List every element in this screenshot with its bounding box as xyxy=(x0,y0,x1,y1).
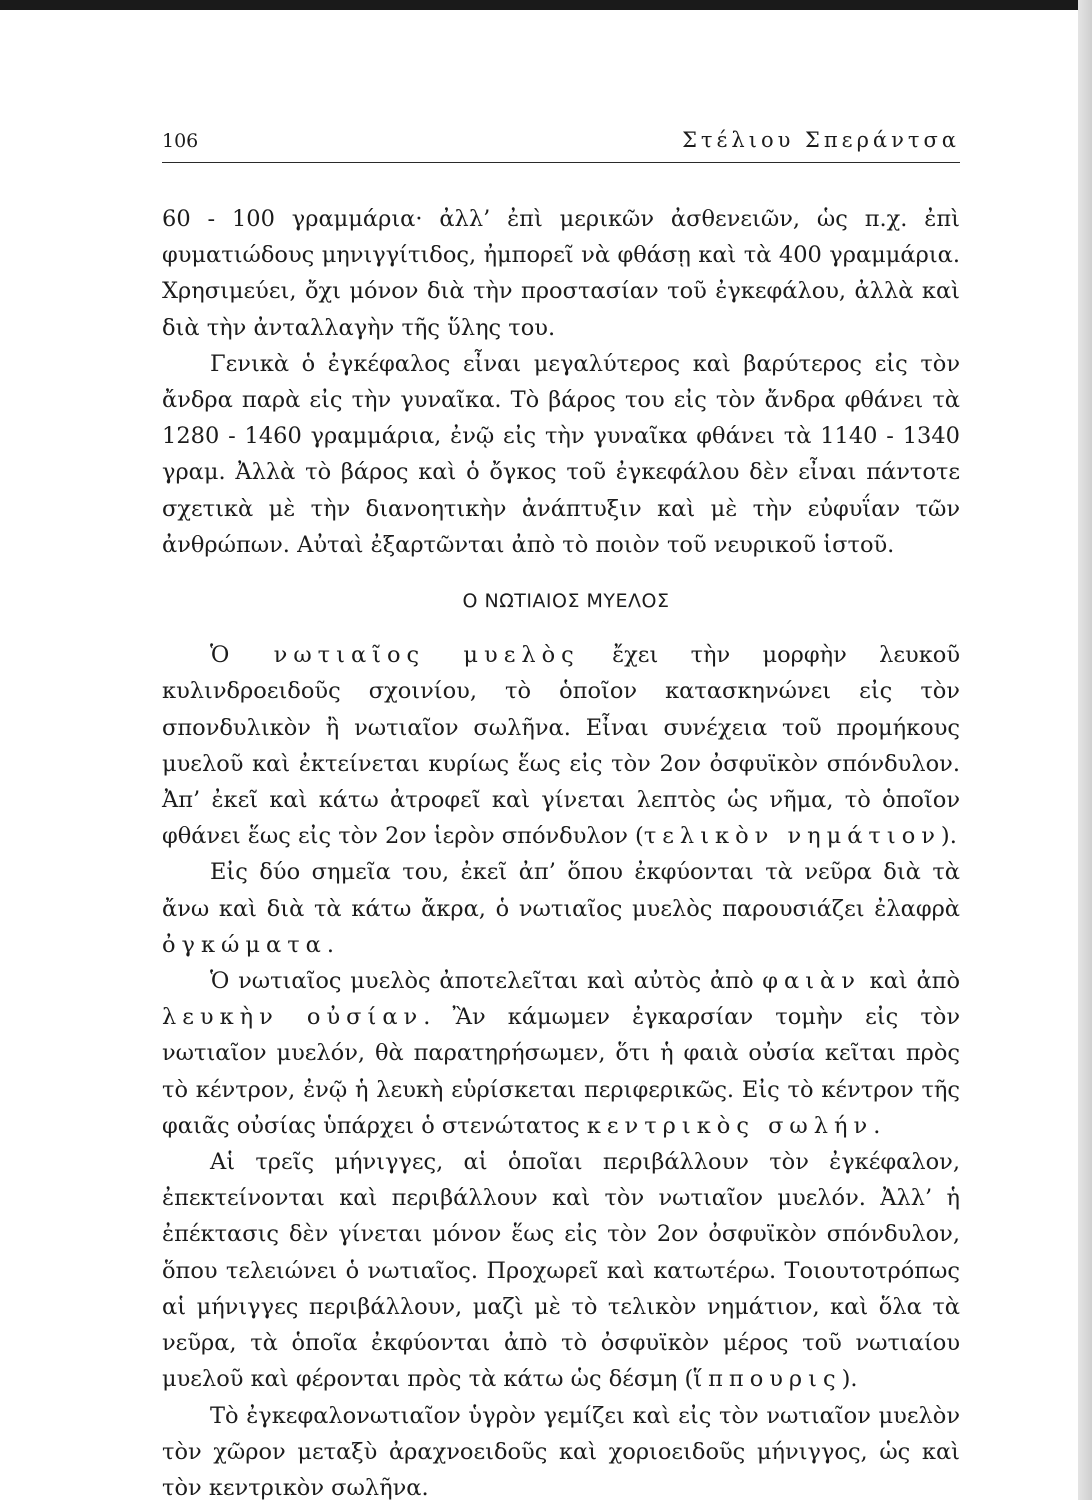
page-number: 106 xyxy=(162,130,198,152)
paragraph-text: ). xyxy=(941,823,957,849)
paragraph-6 xyxy=(162,1144,960,1397)
spaced-term: Ὁ νωτιαῖος μυελὸς xyxy=(210,642,580,668)
book-page xyxy=(162,128,960,1506)
section-title: Ο ΝΩΤΙΑΙΟΣ ΜΥΕΛΟΣ xyxy=(162,583,960,619)
paragraph-text: . Ἂν κάμωμεν ἐγκαρσίαν τομὴν εἰς τὸν νωτιαῖον μυελόν, θὰ παρατηρήσωμεν, ὅτι ἡ φαιὰ οὐσία κεῖται πρὸς τὸ κέντρον, ἐνῷ ἡ λευκὴ εὑρίσκεται περιφερικῶς. Εἰς τὸ κέντρον τῆς φαιᾶς οὐσίας ὑπάρχει ὁ στενώτατος xyxy=(162,1004,960,1139)
paragraph-text: Ὁ νωτιαῖος μυελὸς ἀποτελεῖται καὶ αὐτὸς ἀπὸ xyxy=(210,968,762,994)
paragraph-2: Γενικὰ ὁ ἐγκέφαλος εἶναι μεγαλύτερος καὶ βαρύτερος εἰς τὸν ἄνδρα παρὰ εἰς τὴν γυναῖκα. Τὸ βάρος του εἰς τὸν ἄνδρα φθάνει τὰ 1280 - 1460 γραμμάρια, ἐνῷ εἰς τὴν γυναῖκα φθάνει τὰ 1140 - 1340 γραμ. Ἀλλὰ τὸ βάρος καὶ ὁ ὄγκος τοῦ ἐγκεφάλου δὲν εἶναι πάντοτε σχετικὰ μὲ τὴν διανοητικὴν ἀνάπτυξιν καὶ μὲ τὴν εὐφυΐαν τῶν ἀνθρώπων. Αὐταὶ ἐξαρτῶνται ἀπὸ τὸ ποιὸν τοῦ νευρικοῦ ἱστοῦ. xyxy=(162,346,960,563)
paragraph-text: . xyxy=(873,1113,880,1139)
paragraph-text: Εἰς δύο σημεῖα του, ἐκεῖ ἀπ’ ὅπου ἐκφύονται τὰ νεῦρα διὰ τὰ ἄνω καὶ διὰ τὰ κάτω ἄκρα, ὁ νωτιαῖος μυελὸς παρουσιάζει ἐλαφρὰ xyxy=(162,859,960,921)
spaced-term: ὀγκώματα xyxy=(162,932,327,958)
paragraph-4 xyxy=(162,854,960,963)
paragraph-text: . xyxy=(327,932,334,958)
paragraph-3 xyxy=(162,637,960,854)
scan-border-top xyxy=(0,0,1092,10)
spaced-term: λευκὴν οὐσίαν xyxy=(162,1004,423,1030)
paragraph-text: Αἱ τρεῖς μήνιγγες, αἱ ὁποῖαι περιβάλλουν τὸν ἐγκέφαλον, ἐπεκτείνονται καὶ περιβάλλουν καὶ τὸν νωτιαῖον μυελόν. Ἀλλ’ ἡ ἐπέκτασις δὲν γίνεται μόνον ἕως εἰς τὸν 2ον ὀσφυϊκὸν σπόνδυλον, ὅπου τελειώνει ὁ νωτιαῖος. Προχωρεῖ καὶ κατωτέρω. Τοιουτοτρόπως αἱ μήνιγγες περιβάλλουν, μαζὶ μὲ τὸ τελικὸν νημάτιον, καὶ ὅλα τὰ νεῦρα, τὰ ὁποῖα ἐκφύονται ἀπὸ τὸ ὀσφυϊκὸν μέρος τοῦ νωτιαίου μυελοῦ καὶ φέρονται πρὸς τὰ κάτω ὡς δέσμη ( xyxy=(162,1149,960,1392)
page-body xyxy=(162,201,960,1506)
page-header xyxy=(162,128,960,163)
paragraph-text: καὶ ἀπὸ xyxy=(861,968,960,994)
paragraph-1: 60 - 100 γραμμάρια· ἀλλ’ ἐπὶ μερικῶν ἀσθενειῶν, ὡς π.χ. ἐπὶ φυματιώδους μηνιγγίτιδος, ἠμπορεῖ νὰ φθάσῃ καὶ τὰ 400 γραμμάρια. Χρησιμεύει, ὄχι μόνον διὰ τὴν προστασίαν τοῦ ἐγκεφάλου, ἀλλὰ καὶ διὰ τὴν ἀνταλλαγὴν τῆς ὕλης του. xyxy=(162,201,960,346)
paragraph-text: ἔχει τὴν μορφὴν λευκοῦ κυλινδροειδοῦς σχοινίου, τὸ ὁποῖον κατασκηνώνει εἰς τὸν σπονδυλικὸν ἢ νωτιαῖον σωλῆνα. Εἶναι συνέχεια τοῦ προμήκους μυελοῦ καὶ ἐκτείνεται κυρίως ἕως εἰς τὸν 2ον ὀσφυϊκὸν σπόνδυλον. Ἀπ’ ἐκεῖ καὶ κάτω ἀτροφεῖ καὶ γίνεται λεπτὸς ὡς νῆμα, τὸ ὁποῖον φθάνει ἕως εἰς τὸν 2ον ἱερὸν σπόνδυλον ( xyxy=(162,642,960,849)
spaced-term: φαιὰν xyxy=(762,968,861,994)
scan-border-right xyxy=(1078,0,1092,1500)
spaced-term: ἵππουρις xyxy=(693,1366,841,1392)
running-head: Στέλιου Σπεράντσα xyxy=(682,128,960,152)
paragraph-text: ). xyxy=(842,1366,858,1392)
paragraph-7: Τὸ ἐγκεφαλονωτιαῖον ὑγρὸν γεμίζει καὶ εἰς τὸν νωτιαῖον μυελὸν τὸν χῶρον μεταξὺ ἀραχνοειδοῦς καὶ χοριοειδοῦς μήνιγγος, ὡς καὶ τὸν κεντρικὸν σωλῆνα. xyxy=(162,1398,960,1506)
spaced-term: τελικὸν νημάτιον xyxy=(644,823,941,849)
spaced-term: κεντρικὸς σωλήν xyxy=(587,1113,873,1139)
paragraph-5 xyxy=(162,963,960,1144)
